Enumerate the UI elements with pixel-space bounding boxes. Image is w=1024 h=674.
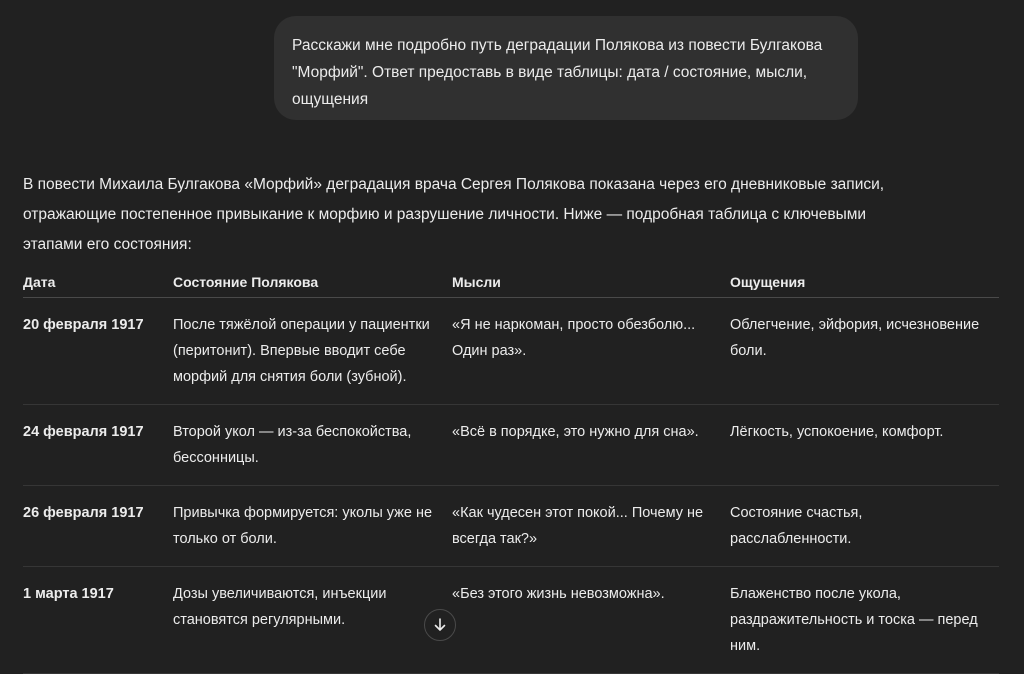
table-row [23,486,999,567]
cell-feelings: Облегчение, эйфория, исчезновение боли. [730,298,999,405]
header-date: Дата [23,266,173,298]
cell-feelings: Блаженство после укола, раздражительность и тоска — перед ним. [730,567,999,674]
cell-state: Второй укол — из-за беспокойства, бессонницы. [173,405,452,486]
header-thoughts: Мысли [452,266,730,298]
cell-state: Привычка формируется: уколы уже не только от боли. [173,486,452,567]
cell-date: 26 февраля 1917 [23,486,173,567]
header-state: Состояние Полякова [173,266,452,298]
table-row [23,567,999,674]
header-feelings: Ощущения [730,266,999,298]
cell-feelings: Лёгкость, успокоение, комфорт. [730,405,999,486]
cell-thoughts: «Как чудесен этот покой... Почему не всегда так?» [452,486,730,567]
user-message-bubble [274,16,858,120]
cell-date: 1 марта 1917 [23,567,173,674]
cell-thoughts: «Без этого жизнь невозможна». [452,567,730,674]
cell-feelings: Состояние счастья, расслабленности. [730,486,999,567]
arrow-down-icon [432,617,448,633]
table-header-row [23,266,999,298]
cell-state: Дозы увеличиваются, инъекции становятся регулярными. [173,567,452,674]
assistant-intro-text: В повести Михаила Булгакова «Морфий» деградация врача Сергея Полякова показана через его дневниковые записи, отражающие постепенное привыкание к морфию и разрушение личности. Ниже — подробная таблица с ключевыми этапами его состояния: [23,176,885,253]
cell-thoughts: «Я не наркоман, просто обезболю... Один раз». [452,298,730,405]
cell-date: 24 февраля 1917 [23,405,173,486]
cell-state: После тяжёлой операции у пациентки (перитонит). Впервые вводит себе морфий для снятия боли (зубной). [173,298,452,405]
degradation-table [23,266,999,674]
scroll-to-bottom-button[interactable] [424,609,456,641]
cell-date: 20 февраля 1917 [23,298,173,405]
table-row [23,405,999,486]
cell-thoughts: «Всё в порядке, это нужно для сна». [452,405,730,486]
user-message-text: Расскажи мне подробно путь деградации Полякова из повести Булгакова "Морфий". Ответ предоставь в виде таблицы: дата / состояние, мысли, ощущения [292,37,823,108]
table-row [23,298,999,405]
